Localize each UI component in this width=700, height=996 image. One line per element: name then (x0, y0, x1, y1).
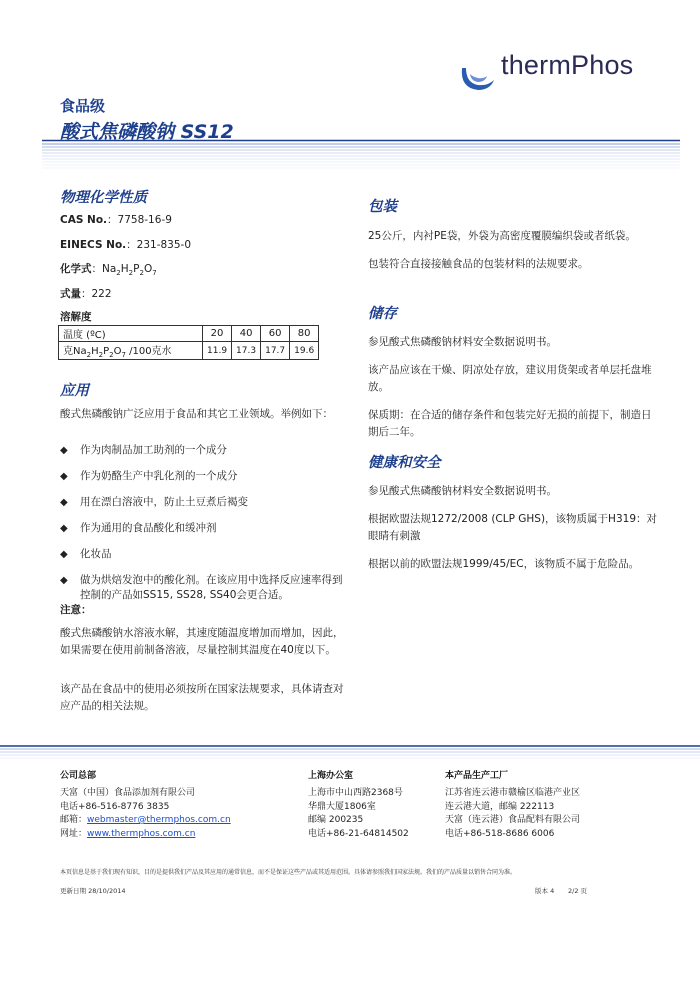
shanghai-address: 上海市中山西路2368号 (308, 788, 403, 798)
hq-title: 公司总部 (60, 771, 97, 781)
factory-title: 本产品生产工厂 (445, 771, 509, 781)
updated-date: 更新日期 28/10/2014 (60, 887, 126, 895)
version: 版本 4 (535, 887, 555, 895)
cas-label: CAS No. (60, 214, 108, 226)
application-intro: 酸式焦磷酸钠广泛应用于食品和其它工业领域。举例如下： (60, 408, 333, 420)
physchem-title: 物理化学性质 (60, 190, 147, 206)
formula-row (60, 261, 157, 277)
header-divider (42, 139, 680, 173)
packaging-section (368, 195, 658, 284)
temp-cell: 40 (232, 326, 261, 342)
footer-divider (0, 745, 700, 759)
note-paragraph-1: 酸式焦磷酸钠水溶液水解，其速度随温度增加而增加，因此，如果需要在使用前制备溶液，尽量控制其温度在40度以下。 (60, 627, 344, 656)
diamond-bullet-icon: ◆ (60, 497, 68, 508)
product-grade: 食品级 (60, 97, 106, 115)
factory-company: 天富（连云港）食品配料有限公司 (445, 815, 581, 825)
list-item: ◆ 用在漂白溶液中，防止土豆煮后褐变 (60, 496, 248, 508)
list-item: ◆ 作为通用的食品酸化和缓冲剂 (60, 522, 217, 534)
shanghai-building: 华鼎大厦1806室 (308, 801, 376, 812)
logo-swoosh-icon (456, 54, 500, 98)
solubility-cell: 11.9 (203, 342, 232, 360)
weight-value: ：222 (81, 288, 112, 300)
formula-label: 化学式 (60, 263, 92, 275)
shanghai-postcode: 邮编 200235 (308, 815, 364, 825)
health-paragraph: 根据以前的欧盟法规1999/45/EC，该物质不属于危险品。 (368, 558, 640, 570)
health-paragraph: 参见酸式焦磷酸钠材料安全数据说明书。 (368, 485, 557, 497)
storage-title: 储存 (368, 306, 397, 322)
storage-paragraph: 保质期：在合适的储存条件和包装完好无损的前提下，制造日期后二年。 (368, 409, 652, 438)
diamond-bullet-icon: ◆ (60, 471, 68, 482)
value-label: 克$Na_2H_2P_2O_7$ /100克水 (59, 342, 203, 360)
logo-text: thermPhos (501, 50, 634, 80)
storage-paragraph: 参见酸式焦磷酸钠材料安全数据说明书。 (368, 336, 557, 348)
shanghai-title: 上海办公室 (308, 771, 354, 781)
list-item: ◆ 化妆品 (60, 548, 112, 560)
formula-separator: ： (91, 263, 102, 275)
temp-cell: 60 (261, 326, 290, 342)
factory-phone: 电话+86-518-8686 6006 (445, 828, 555, 839)
weight-row (60, 286, 112, 301)
packaging-title: 包装 (368, 199, 397, 215)
einecs-value: ：231-835-0 (126, 239, 191, 251)
table-row (59, 342, 319, 360)
product-name: 酸式焦磷酸钠 SS12 (60, 121, 234, 143)
list-item: ◆ 做为烘焙发泡中的酸化剂。在该应用中选择反应速率得到控制的产品如SS15, SS28, SS40会更合适。 (60, 574, 343, 601)
website-link[interactable]: www.thermphos.com.cn (87, 828, 196, 839)
footer-hq (60, 768, 231, 841)
cas-row (60, 212, 172, 227)
footer-factory (445, 768, 580, 841)
hq-company: 天富（中国）食品添加剂有限公司 (60, 788, 196, 798)
einecs-row (60, 237, 191, 252)
solubility-label: 溶解度 (60, 311, 92, 323)
diamond-bullet-icon: ◆ (60, 523, 68, 534)
diamond-bullet-icon: ◆ (60, 575, 68, 586)
disclaimer: 本页信息是基于我们现有知识，目的是提供我们产品及其应用的通常信息，而不是保证这些产品或其适用范围。具体请参照我们国家法规。我们的产品质量以销售合同为准。 (60, 869, 517, 876)
health-paragraph: 根据欧盟法规1272/2008 (CLP GHS)，该物质属于H319：对眼睛有刺激 (368, 513, 657, 542)
shanghai-phone: 电话+86-21-64814502 (308, 828, 409, 839)
health-title: 健康和安全 (368, 455, 441, 471)
note-paragraph-2: 该产品在食品中的使用必须按所在国家法规要求，具体请查对应产品的相关法规。 (60, 683, 344, 712)
note-title: 注意： (60, 604, 92, 616)
list-item: ◆ 作为肉制品加工助剂的一个成分 (60, 444, 227, 456)
factory-address: 江苏省连云港市赣榆区临港产业区 (445, 788, 581, 798)
temp-label: 温度 (ºC) (59, 326, 203, 342)
application-title: 应用 (60, 383, 89, 399)
einecs-label: EINECS No. (60, 239, 127, 251)
health-section (368, 451, 658, 584)
application-list (60, 443, 345, 614)
temp-cell: 80 (290, 326, 319, 342)
formula-value: $Na_2H_2P_2O_7$ (102, 263, 157, 278)
solubility-cell: 17.7 (261, 342, 290, 360)
packaging-paragraph: 25公斤，内衬PE袋，外袋为高密度覆膜编织袋或者纸袋。 (368, 230, 636, 242)
list-item: ◆ 作为奶酪生产中乳化剂的一个成分 (60, 470, 238, 482)
factory-road: 连云港大道，邮编 222113 (445, 801, 555, 812)
footer-shanghai (308, 768, 409, 841)
page-number: 2/2 页 (568, 887, 588, 895)
cas-value: ：7758-16-9 (107, 214, 172, 226)
email-link[interactable]: webmaster@thermphos.com.cn (87, 815, 231, 825)
weight-label: 式量 (60, 288, 81, 300)
packaging-paragraph: 包装符合直接接触食品的包装材料的法规要求。 (368, 258, 589, 270)
hq-phone: 电话+86-516-8776 3835 (60, 801, 170, 812)
temp-cell: 20 (203, 326, 232, 342)
solubility-table (58, 325, 319, 360)
storage-paragraph: 该产品应该在干燥、阴凉处存放，建议用货架或者单层托盘堆放。 (368, 364, 652, 393)
storage-section (368, 302, 658, 452)
diamond-bullet-icon: ◆ (60, 445, 68, 456)
hq-email-row: 邮箱：webmaster@thermphos.com.cn (60, 815, 231, 825)
hq-web-row: 网址：www.thermphos.com.cn (60, 828, 196, 839)
solubility-cell: 19.6 (290, 342, 319, 360)
table-row (59, 326, 319, 342)
diamond-bullet-icon: ◆ (60, 549, 68, 560)
solubility-cell: 17.3 (232, 342, 261, 360)
thermphos-logo (456, 48, 686, 96)
